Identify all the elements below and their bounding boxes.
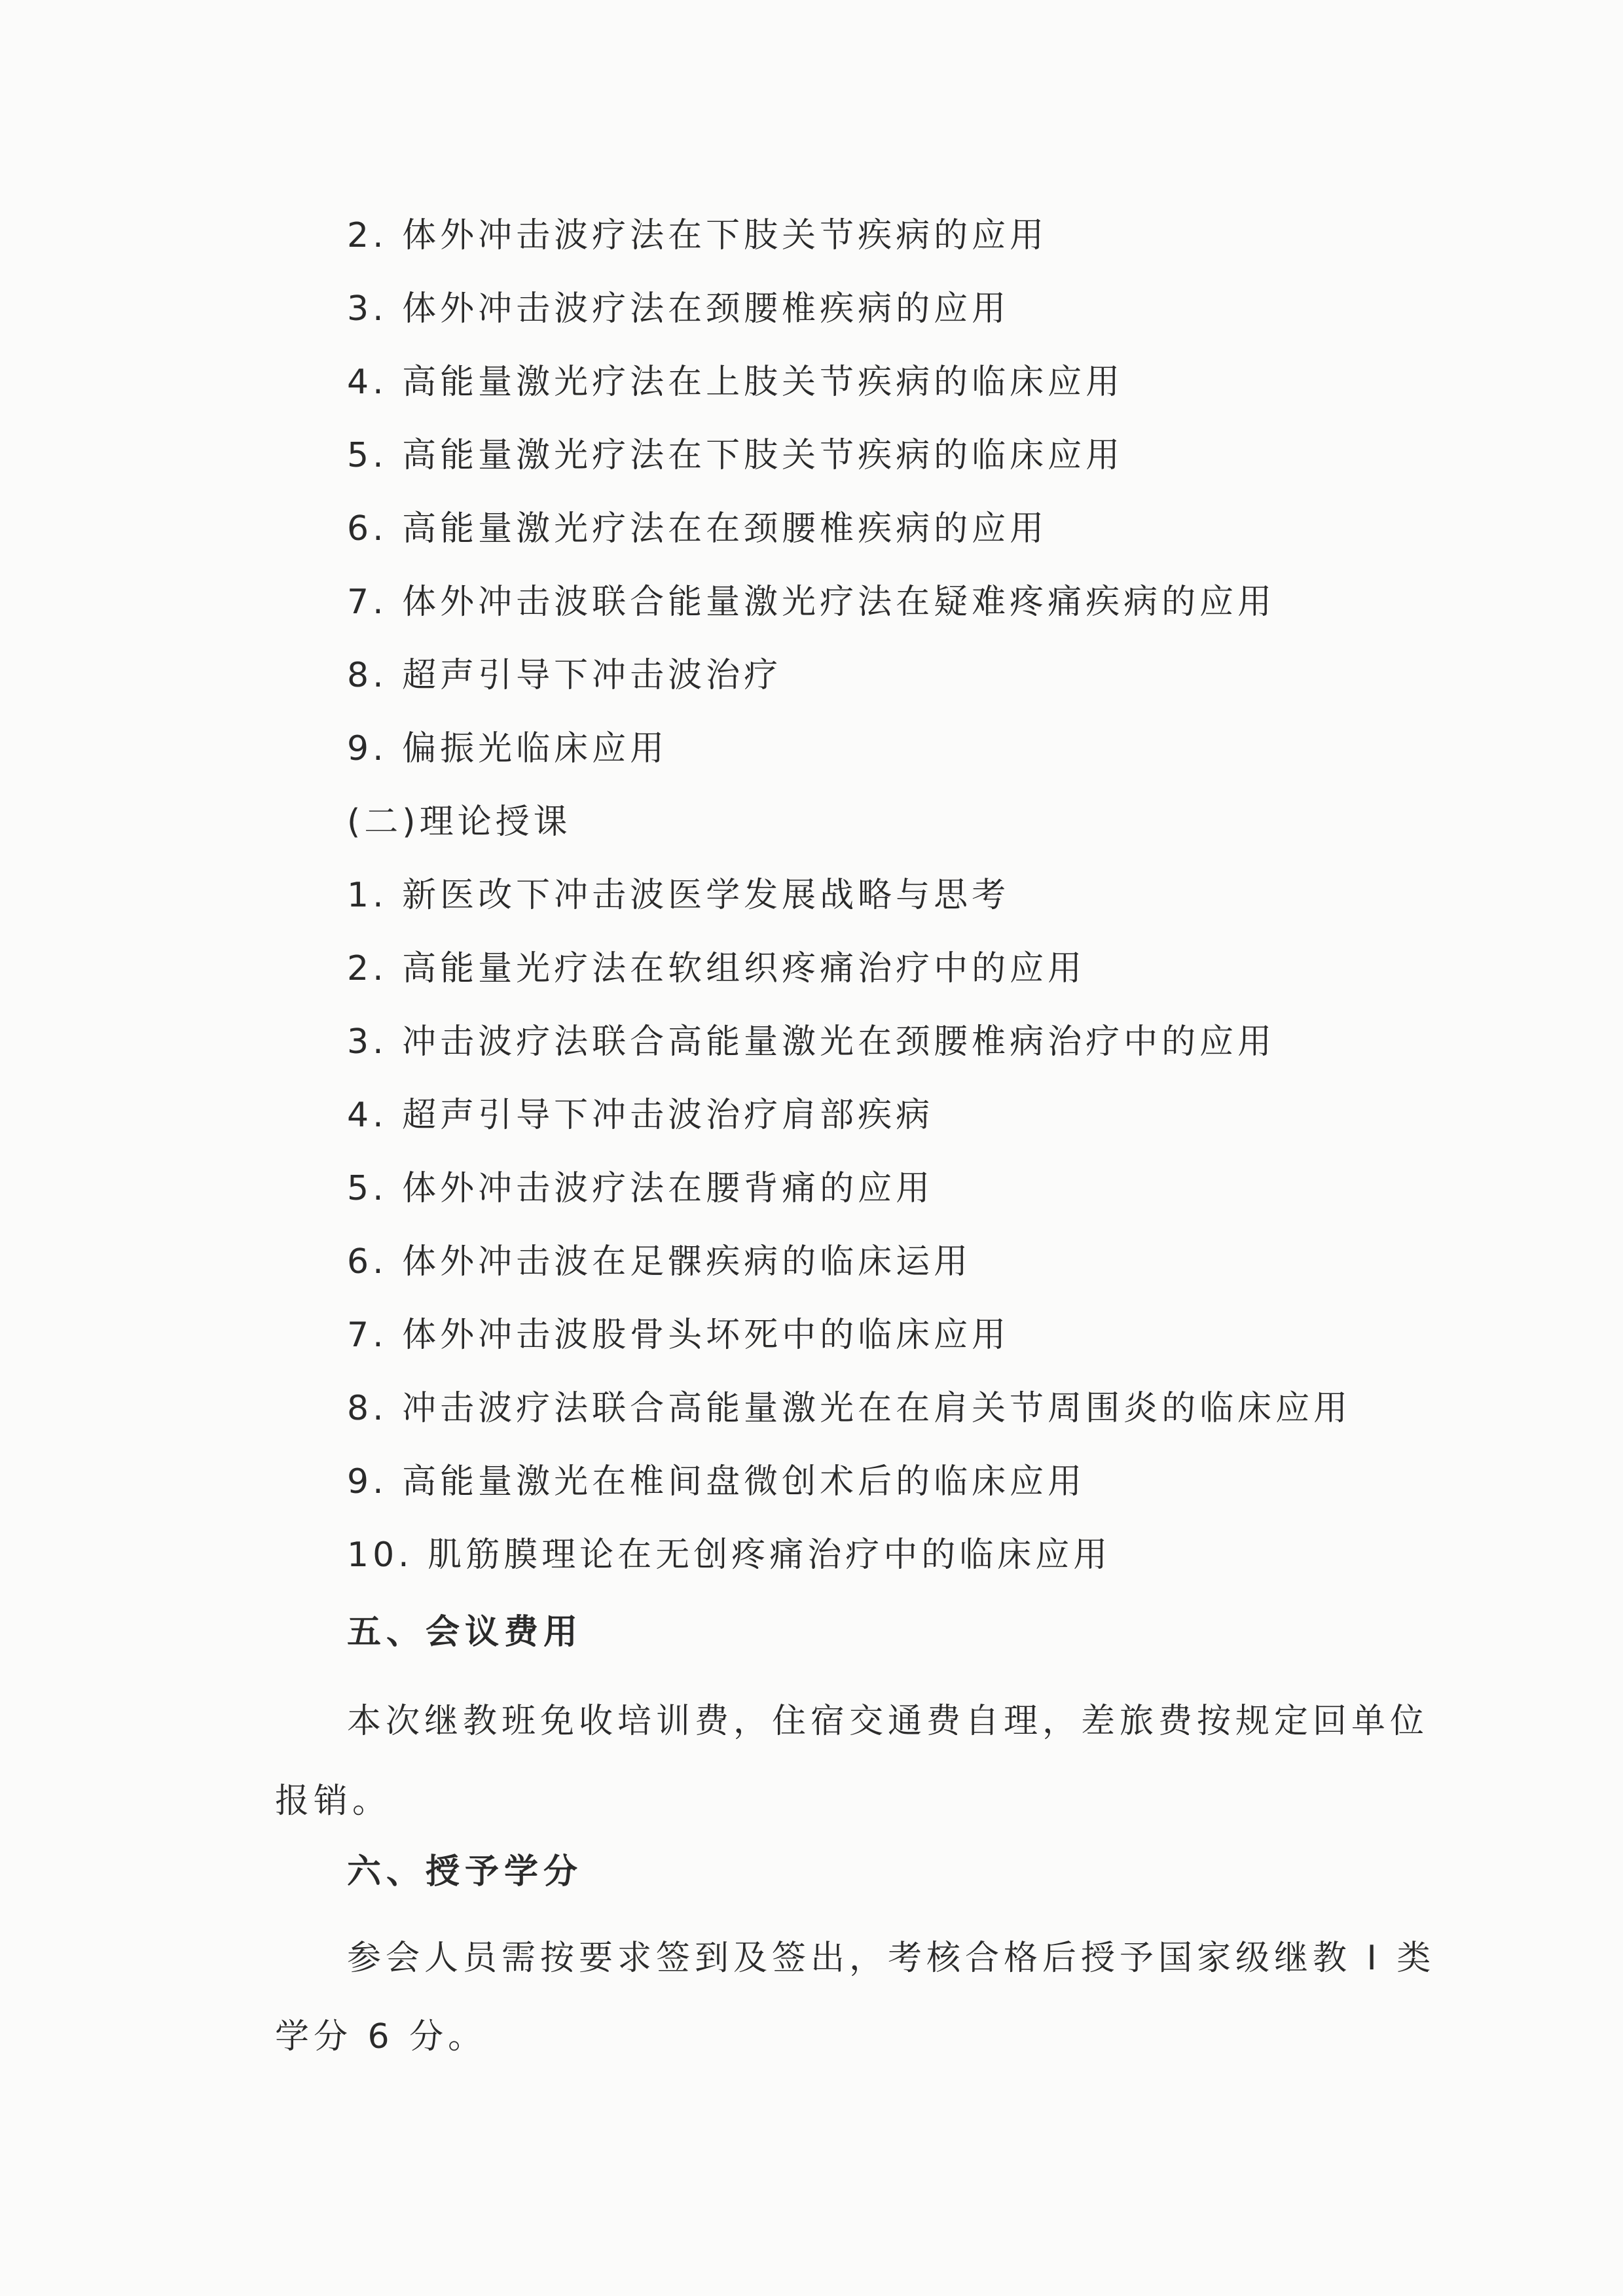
theory-item: 10. 肌筋膜理论在无创疼痛治疗中的临床应用	[347, 1535, 1112, 1575]
credits-paragraph-line2: 学分 6 分。	[275, 2017, 487, 2056]
theory-item: 4. 超声引导下冲击波治疗肩部疾病	[347, 1096, 934, 1135]
theory-item: 8. 冲击波疗法联合高能量激光在在肩关节周围炎的临床应用	[347, 1389, 1352, 1428]
theory-subheading: (二)理论授课	[347, 802, 572, 842]
practice-item: 7. 体外冲击波联合能量激光疗法在疑难疼痛疾病的应用	[347, 583, 1276, 622]
practice-item: 5. 高能量激光疗法在下肢关节疾病的临床应用	[347, 436, 1124, 475]
theory-item: 3. 冲击波疗法联合高能量激光在颈腰椎病治疗中的应用	[347, 1022, 1276, 1062]
section-heading-credits: 六、授予学分	[347, 1852, 583, 1892]
practice-item: 3. 体外冲击波疗法在颈腰椎疾病的应用	[347, 289, 1010, 329]
theory-item: 9. 高能量激光在椎间盘微创术后的临床应用	[347, 1462, 1086, 1501]
fees-paragraph-line2: 报销。	[275, 1782, 392, 1821]
theory-item: 1. 新医改下冲击波医学发展战略与思考	[347, 876, 1010, 915]
practice-item: 8. 超声引导下冲击波治疗	[347, 656, 782, 695]
practice-item: 2. 体外冲击波疗法在下肢关节疾病的应用	[347, 216, 1048, 255]
practice-item: 9. 偏振光临床应用	[347, 729, 668, 768]
fees-paragraph-line1: 本次继教班免收培训费，住宿交通费自理，差旅费按规定回单位	[347, 1702, 1429, 1741]
practice-item: 4. 高能量激光疗法在上肢关节疾病的临床应用	[347, 363, 1124, 402]
theory-item: 7. 体外冲击波股骨头坏死中的临床应用	[347, 1316, 1010, 1355]
credits-paragraph-line1: 参会人员需按要求签到及签出，考核合格后授予国家级继教 I 类	[347, 1939, 1436, 1978]
theory-item: 5. 体外冲击波疗法在腰背痛的应用	[347, 1169, 934, 1208]
practice-item: 6. 高能量激光疗法在在颈腰椎疾病的应用	[347, 509, 1048, 548]
theory-item: 6. 体外冲击波在足髁疾病的临床运用	[347, 1242, 972, 1282]
theory-item: 2. 高能量光疗法在软组织疼痛治疗中的应用	[347, 949, 1086, 988]
section-heading-fees: 五、会议费用	[347, 1613, 583, 1652]
